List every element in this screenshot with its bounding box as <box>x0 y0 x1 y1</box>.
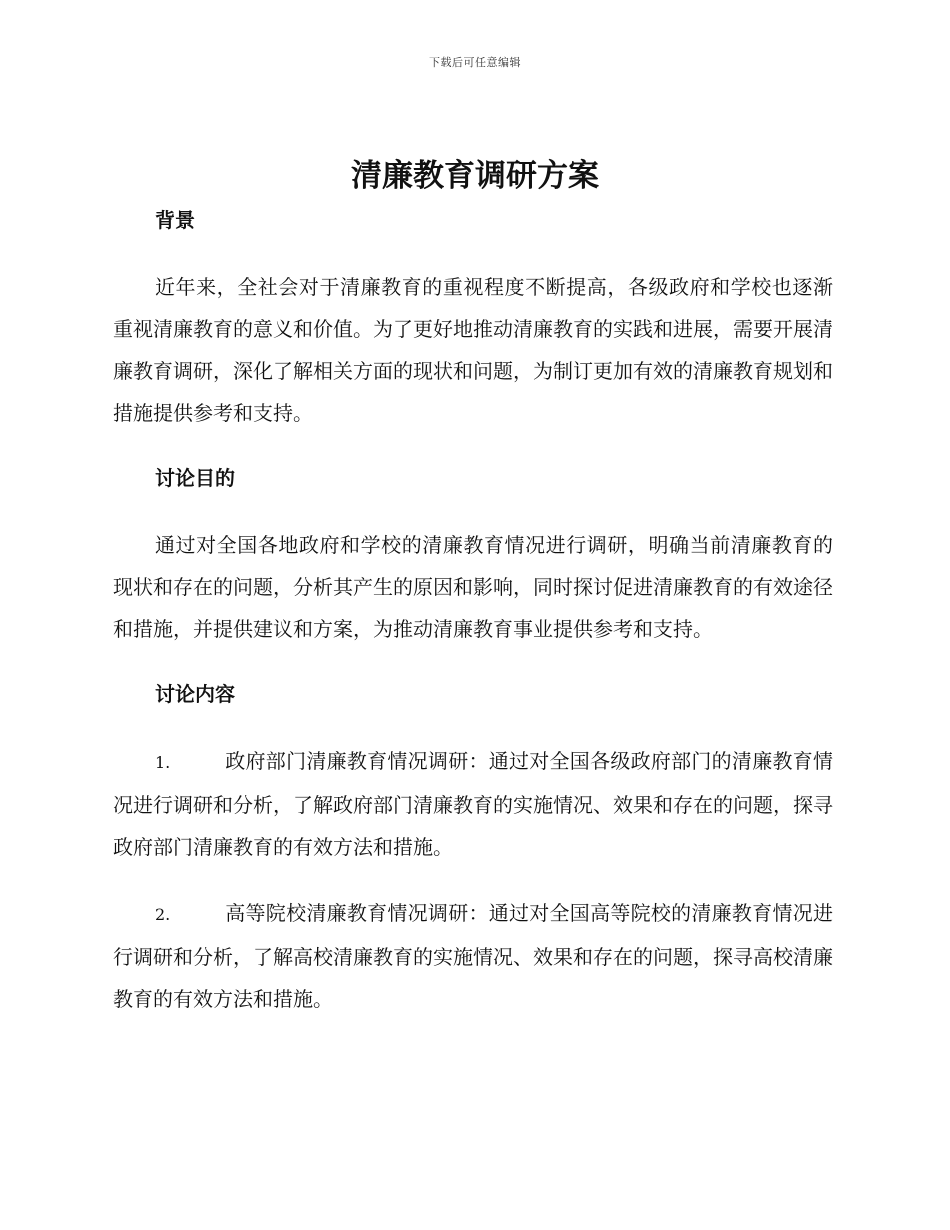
section-heading-background: 背景 <box>155 208 195 232</box>
paragraph-background: 近年来，全社会对于清廉教育的重视程度不断提高，各级政府和学校也逐渐重视清廉教育的意义和价值。为了更好地推动清廉教育的实践和进展，需要开展清廉教育调研，深化了解相关方面的现状和问题，为制订更加有效的清廉教育规划和措施提供参考和支持。 <box>113 275 833 425</box>
section-background <box>113 200 833 434</box>
list-item <box>113 740 833 868</box>
section-purpose <box>113 458 833 650</box>
paragraph-purpose: 通过对全国各地政府和学校的清廉教育情况进行调研，明确当前清廉教育的现状和存在的问题，分析其产生的原因和影响，同时探讨促进清廉教育的有效途径和措施，并提供建议和方案，为推动清廉教育事业提供参考和支持。 <box>113 533 833 641</box>
section-content <box>113 674 833 1020</box>
list-item-number: 2. <box>155 905 171 924</box>
section-heading-purpose: 讨论目的 <box>155 466 235 490</box>
list-item-number: 1. <box>155 753 171 772</box>
list-item-text: 政府部门清廉教育情况调研：通过对全国各级政府部门的清廉教育情况进行调研和分析，了解政府部门清廉教育的实施情况、效果和存在的问题，探寻政府部门清廉教育的有效方法和措施。 <box>113 749 833 859</box>
list-item-text: 高等院校清廉教育情况调研：通过对全国高等院校的清廉教育情况进行调研和分析，了解高校清廉教育的实施情况、效果和存在的问题，探寻高校清廉教育的有效方法和措施。 <box>113 901 833 1011</box>
document-title: 清廉教育调研方案 <box>351 158 599 194</box>
document-body <box>113 200 833 1044</box>
section-heading-content: 讨论内容 <box>155 682 235 706</box>
list-item <box>113 892 833 1020</box>
page-header-note: 下载后可任意编辑 <box>429 56 521 69</box>
